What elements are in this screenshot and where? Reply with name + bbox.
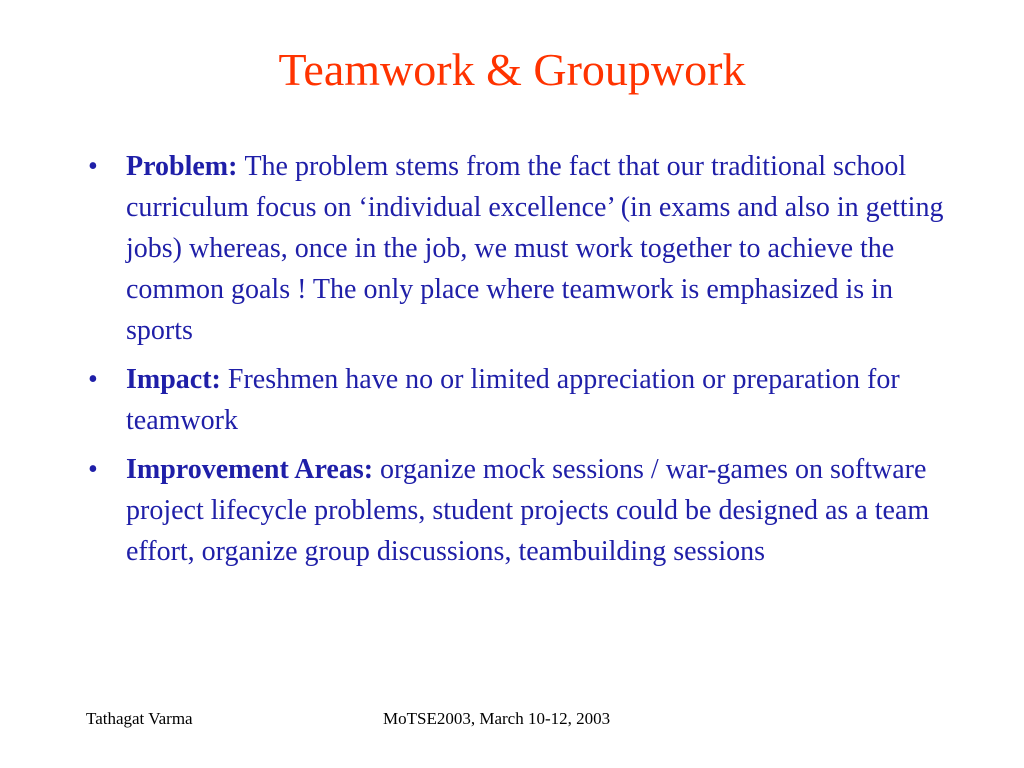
bullet-item-improvement-areas (88, 449, 948, 572)
footer-event: MoTSE2003, March 10-12, 2003 (383, 709, 611, 728)
bullet-text: organize mock sessions / war-games on software project lifecycle problems, student projects could be designed as a team effort, organize group discussions, teambuilding sessions (126, 454, 930, 567)
bullet-item-impact (88, 359, 948, 441)
bullet-text: The problem stems from the fact that our traditional school curriculum focus on ‘individual excellence’ (in exams and also in getting jobs) whereas, once in the job, we must work together to achieve the common goals ! The only place where teamwork is emphasized is in sports (126, 151, 944, 346)
bullet-dot-icon: • (88, 151, 98, 182)
slide-title: Teamwork & Groupwork (278, 44, 746, 95)
bullet-label: Problem: (126, 151, 245, 182)
bullet-dot-icon: • (88, 454, 98, 485)
bullet-item-problem (88, 146, 948, 351)
bullet-label: Impact: (126, 364, 228, 395)
bullet-text: Freshmen have no or limited appreciation or preparation for teamwork (126, 364, 900, 436)
bullet-list (88, 146, 948, 580)
footer-author: Tathagat Varma (86, 709, 193, 728)
bullet-dot-icon: • (88, 364, 98, 395)
bullet-label: Improvement Areas: (126, 454, 381, 485)
